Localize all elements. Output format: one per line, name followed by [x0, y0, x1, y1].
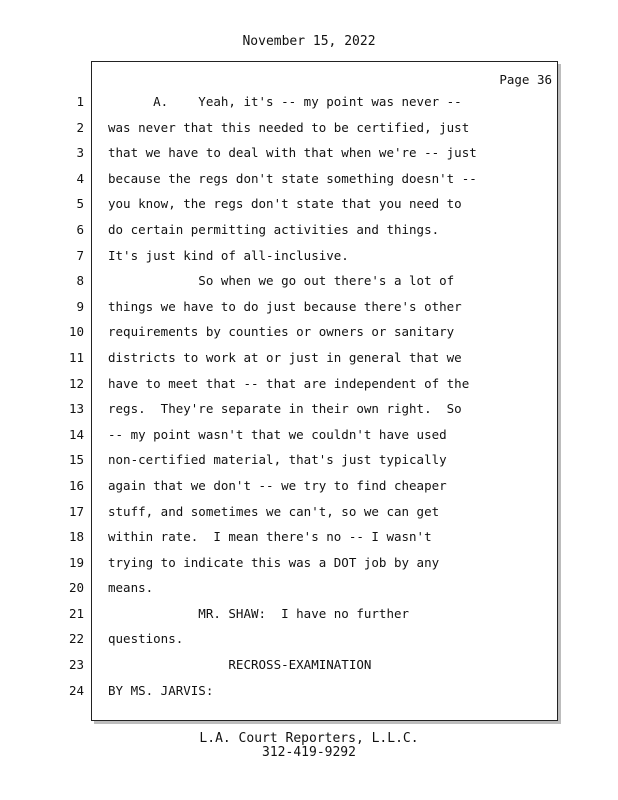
transcript-line: things we have to do just because there's other	[108, 298, 462, 314]
line-number: 9	[76, 298, 84, 314]
line-number: 3	[76, 145, 84, 161]
transcript-line: means.	[108, 580, 154, 596]
transcript-line: RECROSS-EXAMINATION	[108, 657, 372, 673]
transcript-line: do certain permitting activities and things.	[108, 221, 440, 237]
line-number: 4	[76, 170, 84, 186]
reporter-phone: 312-419-9292	[262, 745, 356, 760]
transcript-line: BY MS. JARVIS:	[108, 682, 214, 698]
line-number: 5	[76, 196, 84, 212]
transcript-line: have to meet that -- that are independent of the	[108, 375, 470, 391]
reporter-company: L.A. Court Reporters, L.L.C.	[199, 731, 419, 746]
transcript-line: regs. They're separate in their own right. So	[108, 401, 462, 417]
line-number: 18	[68, 529, 84, 545]
line-number: 19	[68, 554, 84, 570]
line-number: 12	[68, 375, 84, 391]
line-number: 7	[76, 247, 84, 263]
line-number: 10	[68, 324, 84, 340]
transcript-body	[108, 94, 553, 708]
transcript-line: again that we don't -- we try to find cheaper	[108, 477, 447, 493]
line-number: 23	[68, 657, 84, 673]
line-number: 15	[68, 452, 84, 468]
line-number: 2	[76, 119, 84, 135]
line-number: 14	[68, 426, 84, 442]
line-number: 16	[68, 477, 84, 493]
transcript-line: requirements by counties or owners or sanitary	[108, 324, 455, 340]
transcript-line: A. Yeah, it's -- my point was never --	[108, 94, 462, 109]
line-number: 1	[76, 94, 84, 109]
line-number: 21	[68, 605, 84, 621]
line-number: 13	[68, 401, 84, 417]
page-number: Page 36	[499, 72, 552, 87]
transcript-line: that we have to deal with that when we're -- just	[108, 145, 477, 161]
line-number: 8	[76, 273, 84, 289]
transcript-line: districts to work at or just in general that we	[108, 349, 462, 365]
transcript-line: you know, the regs don't state that you need to	[108, 196, 462, 212]
transcript-line: It's just kind of all-inclusive.	[108, 247, 349, 263]
line-number: 11	[68, 349, 84, 365]
transcript-line: trying to indicate this was a DOT job by any	[108, 554, 440, 570]
line-number: 22	[68, 631, 84, 647]
transcript-line: non-certified material, that's just typically	[108, 452, 447, 468]
transcript-line: stuff, and sometimes we can't, so we can get	[108, 503, 440, 519]
transcript-line: was never that this needed to be certified, just	[108, 119, 470, 135]
line-number: 6	[76, 221, 84, 237]
transcript-line: MR. SHAW: I have no further	[108, 605, 410, 621]
transcript-line: within rate. I mean there's no -- I wasn't	[108, 529, 432, 545]
footer	[0, 732, 618, 760]
line-number: 17	[68, 503, 84, 519]
transcript-line: because the regs don't state something doesn't --	[108, 170, 477, 186]
transcript-line: questions.	[108, 631, 184, 647]
transcript-date: November 15, 2022	[242, 34, 376, 49]
transcript-line: -- my point wasn't that we couldn't have used	[108, 426, 447, 442]
transcript-line: So when we go out there's a lot of	[108, 273, 455, 289]
line-number-column	[58, 94, 84, 708]
line-number: 24	[68, 682, 84, 698]
line-number: 20	[68, 580, 84, 596]
